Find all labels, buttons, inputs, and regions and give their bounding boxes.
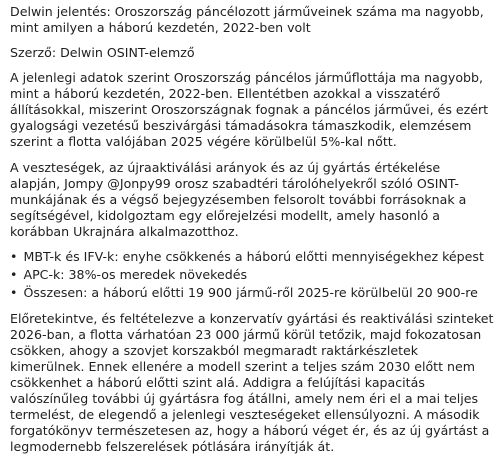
post-title: Delwin jelentés: Oroszország páncélozott járműveinek száma ma nagyobb, mint amilyen a háború kezdetén, 2022-ben volt	[10, 4, 484, 35]
paragraph-intro: A jelenlegi adatok szerint Oroszország páncélos járműflottája ma nagyobb, mint a háború kezdetén, 2022-ben. Ellentétben azokkal a visszatérő állításokkal, miszerint Oroszországnak fognak a páncélos járművei, és ezért gyalogsági vezetésű beszivárgási támadásokra támaszkodik, elemzésem szerint a flotta valójában 2025 végére körülbelül 5%-kal nőtt.	[10, 70, 489, 149]
list-item	[10, 267, 494, 283]
bullet-icon: •	[10, 249, 18, 264]
list-item	[10, 285, 494, 301]
list-item-text: MBT-k és IFV-k: enyhe csökkenés a háború előtti mennyiségekhez képest	[23, 249, 484, 264]
bullet-icon: •	[10, 267, 18, 282]
list-item-text: Összesen: a háború előtti 19 900 jármű-ről 2025-re körülbelül 20 900-re	[23, 285, 478, 300]
list-item-text: APC-k: 38%-os meredek növekedés	[23, 267, 248, 282]
paragraph-methodology: A veszteségek, az újraaktiválási arányok és az új gyártás értékelése alapján, Jompy @Jonpy99 orosz szabadtéri tárolóhelyekről szóló OSINT-munkájának és a végső bejegyzésemben felsorolt további forrásoknak a segítségével, kidolgoztam egy előrejelzési modellt, amely hasonló a korábban Ukrajnára alkalmazotthoz.	[10, 160, 467, 239]
post-author: Szerző: Delwin OSINT-elemző	[10, 45, 195, 60]
list-item	[10, 249, 494, 265]
findings-list	[10, 249, 494, 301]
bullet-icon: •	[10, 285, 18, 300]
paragraph-outlook: Előretekintve, és feltételezve a konzervatív gyártási és reaktiválási szinteket 2026-ban, a flotta várhatóan 23 000 jármű körül tetőzik, majd fokozatosan csökken, ahogy a szovjet korszakból megmaradt raktárkészletek kimerülnek. Ennek ellenére a modell szerint a teljes szám 2030 előtt nem csökkenhet a háború előtti szint alá. Addigra a felújítási kapacitás valószínűleg további új gyártásra fog átállni, amely nem éri el a mai teljes termelést, de elegendő a jelenlegi veszteségeket ellensúlyozni. A második forgatókönyv természetesen az, hogy a háború véget ér, és az új gyártást a legmodernebb felszerelések pótlására irányítják át.	[10, 311, 494, 454]
